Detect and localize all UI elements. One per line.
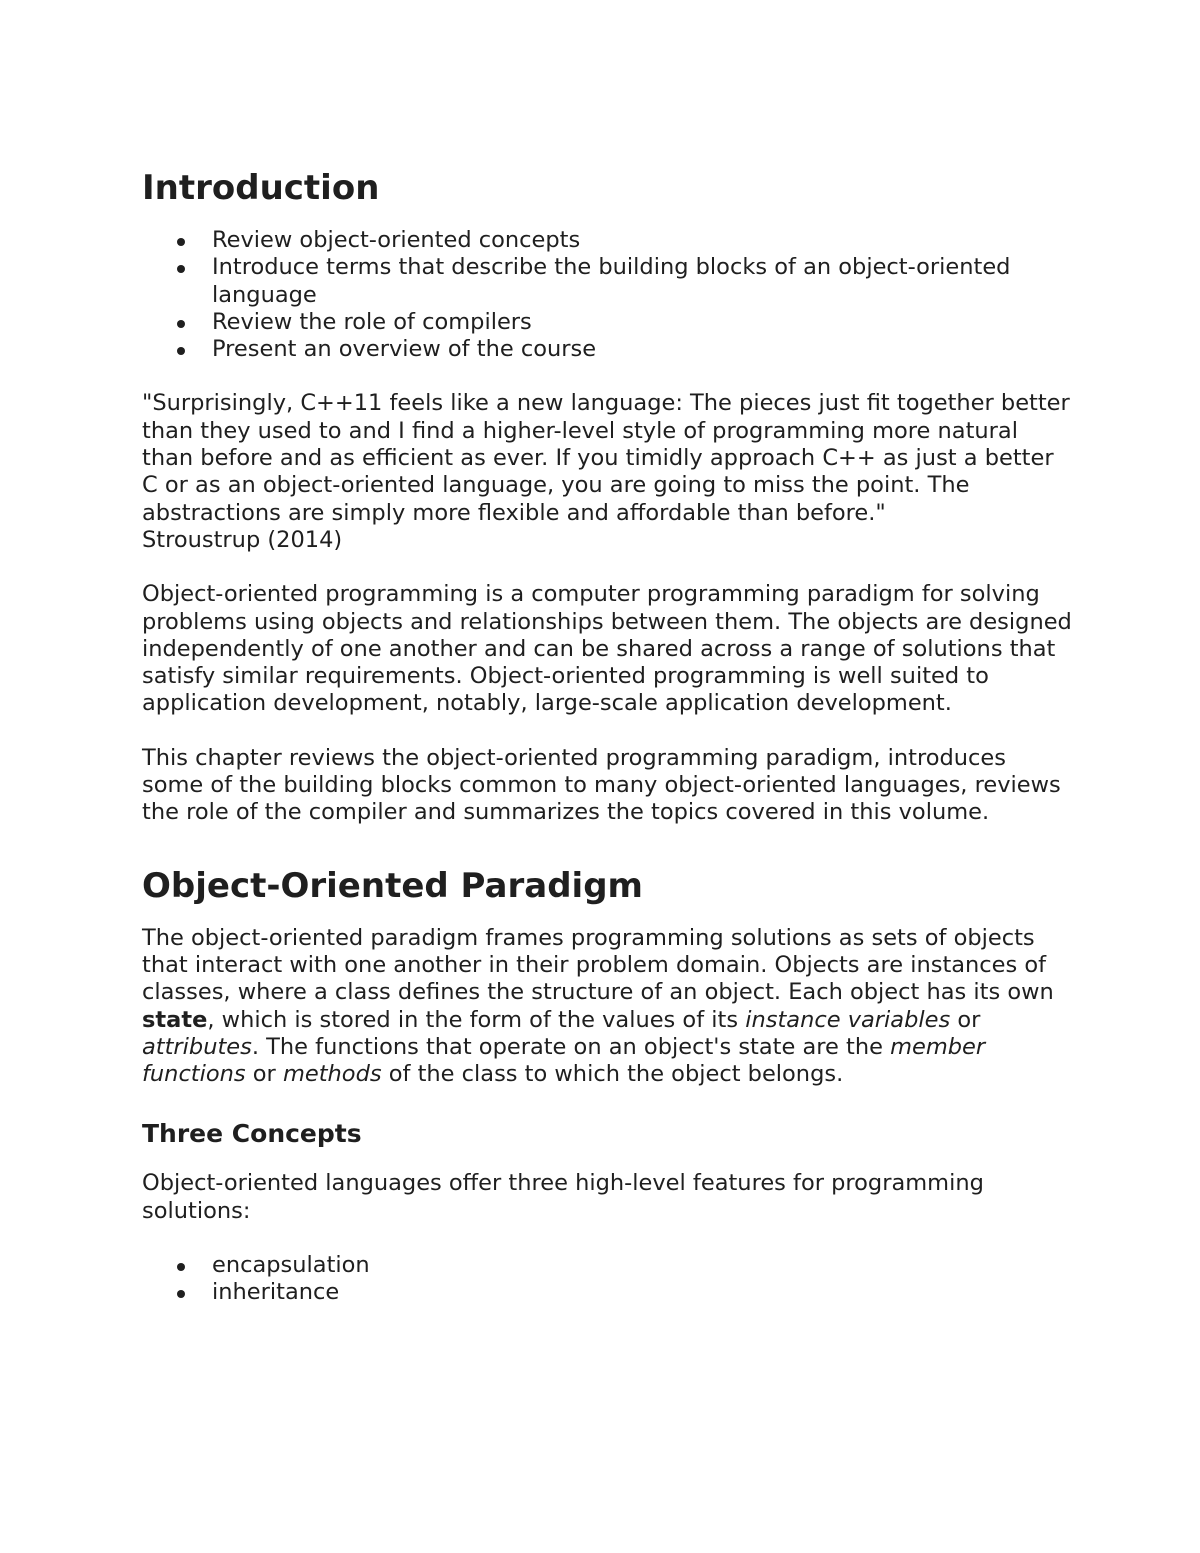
quote-text: "Surprisingly, C++11 feels like a new language: The pieces just fit together better than they used to and I find a higher-level style of programming more natural than before and as efficient as ever. If you timidly approach C++ as just a better C or as an object-oriented language, you are going to miss the point. The abstractions are simply more flexible and affordable than before."	[142, 390, 1070, 526]
introduction-bullet-list	[142, 227, 1072, 363]
methods-term: methods	[282, 1061, 382, 1088]
three-concepts-bullet-list	[142, 1252, 1072, 1307]
oop-definition-paragraph: Object-oriented programming is a computer programming paradigm for solving problems using objects and relationships between them. The objects are designed independently of one another and can be shared across a range of solutions that satisfy similar requirements. Object-oriented programming is well suited to application development, notably, large-scale application development.	[142, 581, 1072, 717]
state-term: state	[142, 1006, 208, 1033]
document-page	[142, 165, 1072, 1334]
bullet-icon	[177, 1290, 185, 1298]
three-concepts-intro: Object-oriented languages offer three high-level features for programming solutions:	[142, 1170, 984, 1224]
instance-variables-term: instance variables	[745, 1006, 951, 1033]
list-item-text: encapsulation	[212, 1252, 370, 1279]
list-item	[212, 336, 1072, 363]
list-item	[212, 254, 1072, 309]
list-item	[212, 309, 1072, 336]
list-item-text: Present an overview of the course	[212, 336, 597, 363]
paradigm-text-part2: , which is stored in the form of the values of its	[207, 1006, 746, 1033]
three-concepts-heading: Three Concepts	[142, 1119, 362, 1149]
stroustrup-quote	[142, 390, 1072, 554]
attributes-term: attributes	[142, 1033, 252, 1060]
bullet-icon	[177, 1263, 185, 1271]
paradigm-paragraph	[142, 925, 1072, 1089]
paradigm-text-part1: The object-oriented paradigm frames programming solutions as sets of objects that interact with one another in their problem domain. Objects are instances of classes, where a class defines the structure of an object. Each object has its own	[142, 924, 1054, 1006]
chapter-summary-paragraph: This chapter reviews the object-oriented programming paradigm, introduces some of the building blocks common to many object-oriented languages, reviews the role of the compiler and summarizes the topics covered in this volume.	[142, 744, 1061, 826]
list-item-text: Introduce terms that describe the building blocks of an object-oriented language	[212, 254, 1011, 308]
paradigm-text-or2: or	[245, 1061, 283, 1088]
paradigm-text-part4: of the class to which the object belongs.	[381, 1061, 844, 1088]
bullet-icon	[177, 320, 185, 328]
paradigm-text-part3: . The functions that operate on an object's state are the	[251, 1033, 891, 1060]
bullet-icon	[177, 265, 185, 273]
list-item-text: inheritance	[212, 1279, 340, 1306]
list-item-text: Review object-oriented concepts	[212, 227, 581, 253]
quote-attribution: Stroustrup (2014)	[142, 526, 343, 553]
list-item	[212, 1279, 1072, 1306]
bullet-icon	[177, 238, 185, 246]
bullet-icon	[177, 347, 185, 355]
introduction-heading: Introduction	[142, 168, 380, 208]
list-item-text: Review the role of compilers	[212, 308, 532, 335]
list-item	[212, 227, 1072, 254]
paradigm-text-or1: or	[950, 1006, 981, 1033]
member-functions-term: member functions	[142, 1033, 986, 1088]
list-item	[212, 1252, 1072, 1279]
object-oriented-paradigm-heading: Object-Oriented Paradigm	[142, 865, 643, 906]
